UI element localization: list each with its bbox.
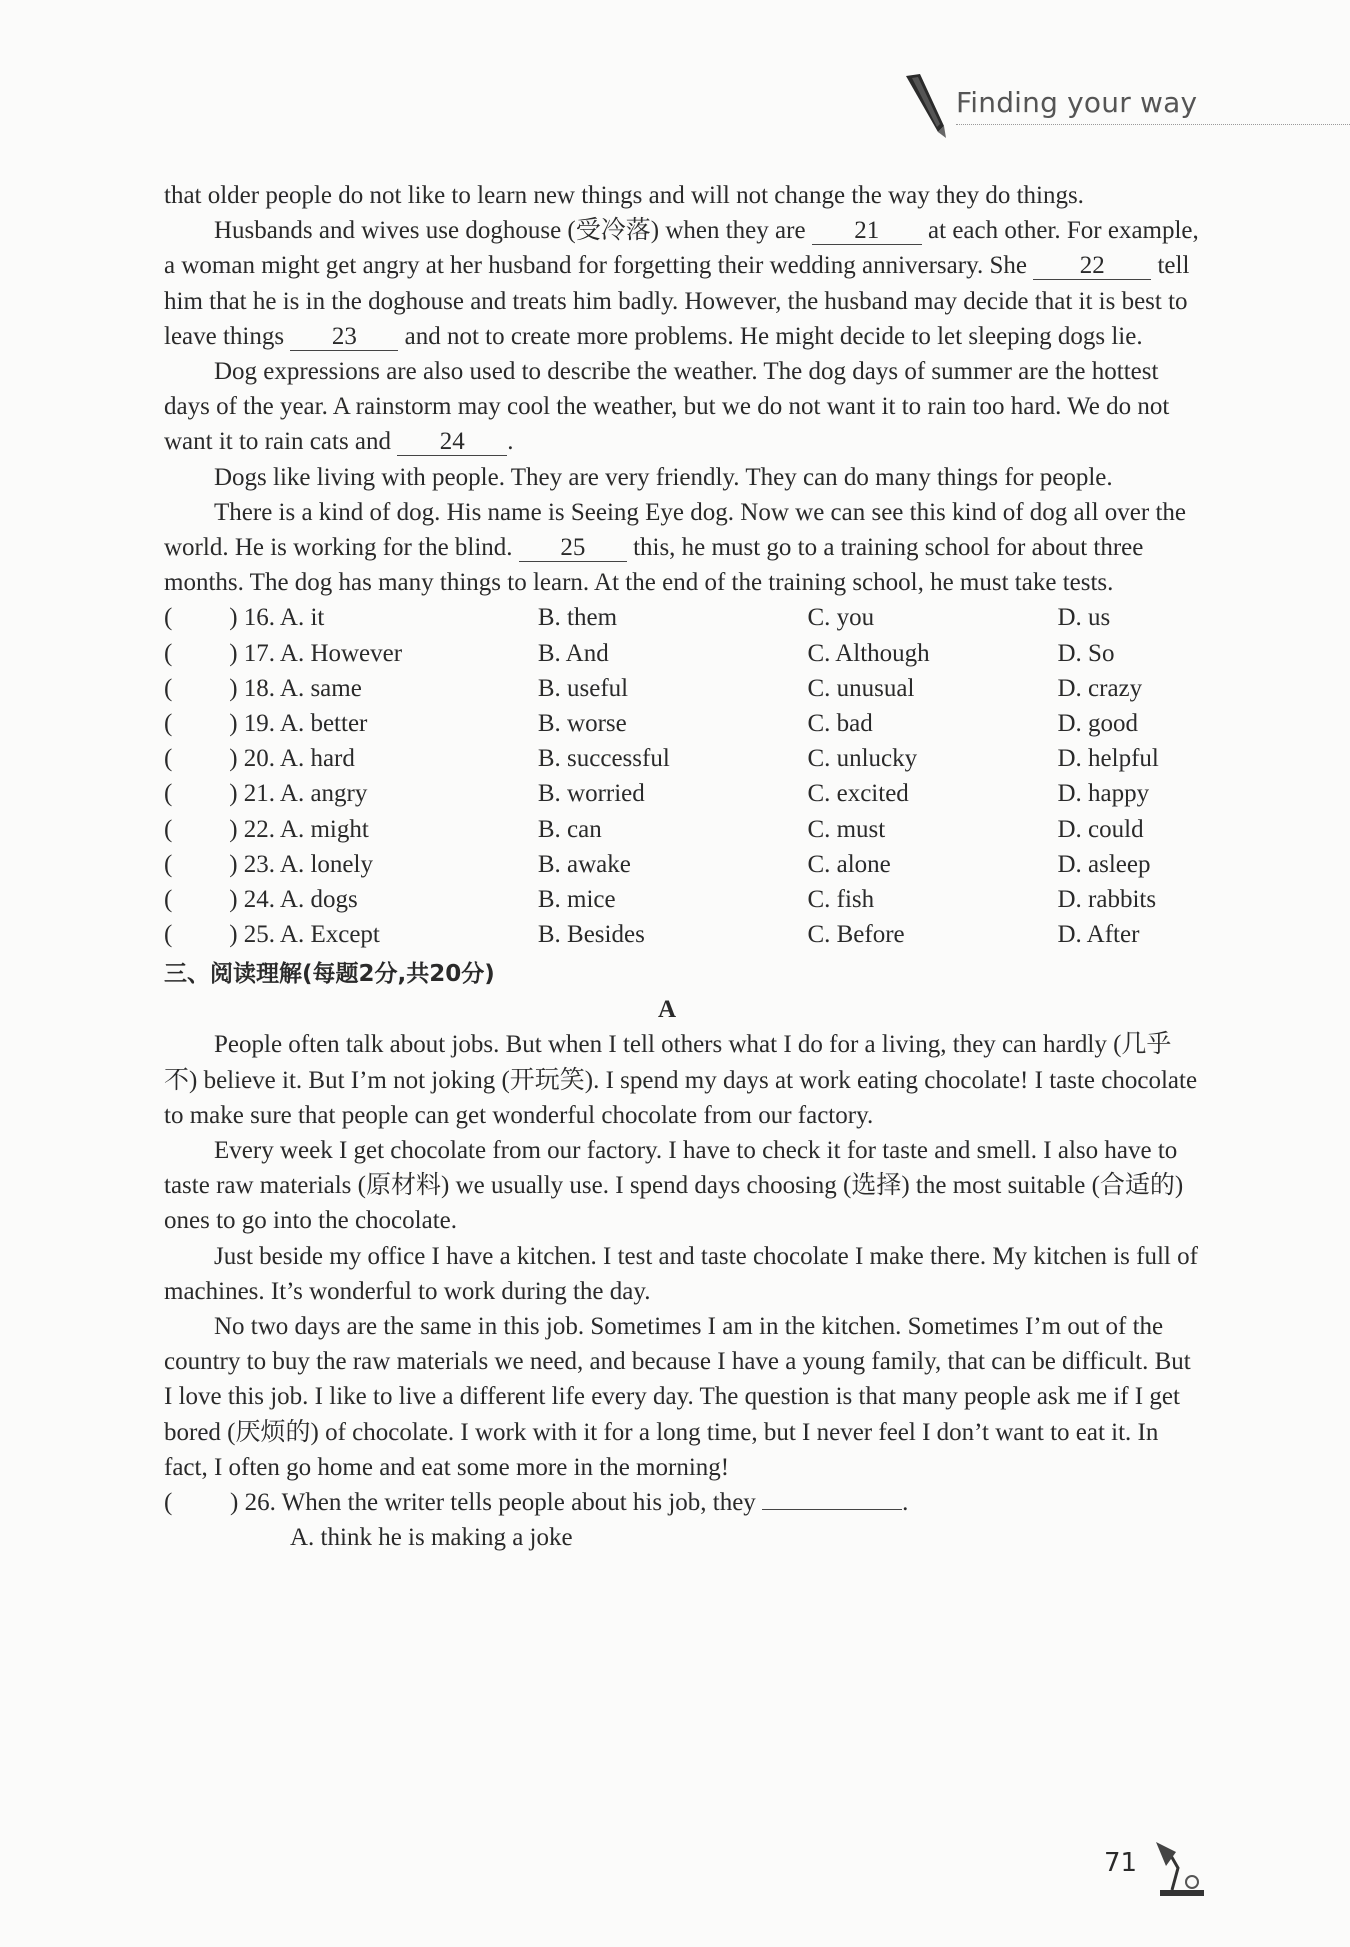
answer-paren[interactable]: ( [164, 1488, 173, 1516]
option-c: C. unusual [807, 674, 915, 702]
cloze-blank-23[interactable]: 23 [290, 324, 398, 351]
answer-paren[interactable]: ( [164, 885, 173, 913]
option-b: B. worried [537, 780, 645, 808]
option-a: ) 24. A. dogs [229, 885, 358, 913]
option-c: C. alone [807, 850, 891, 878]
option-b: B. mice [537, 885, 616, 913]
cloze-blank-21[interactable]: 21 [812, 218, 922, 245]
answer-paren[interactable]: ( [164, 604, 173, 632]
cloze-paragraph [164, 460, 1204, 495]
option-a: ) 21. A. angry [229, 780, 368, 808]
paragraph-text: tell him that he is in the doghouse and treats him badly. However, the husband may decide that it is best to leave things [164, 252, 1190, 350]
option-a: ) 17. A. However [229, 639, 403, 667]
option-a: ) 18. A. same [229, 674, 362, 702]
answer-paren[interactable]: ( [164, 815, 173, 843]
page-header [900, 72, 1350, 142]
option-c: C. excited [807, 780, 909, 808]
question-stem: ) 26. When the writer tells people about his job, they . [230, 1488, 909, 1516]
answer-paren[interactable]: ( [164, 921, 173, 949]
option-d: D. happy [1057, 780, 1150, 808]
option-b: B. awake [537, 850, 631, 878]
question-row [164, 600, 1204, 635]
question-row [164, 917, 1204, 952]
cloze-paragraph [164, 178, 1204, 213]
option-a: ) 22. A. might [229, 815, 369, 843]
page-footer [1104, 1838, 1214, 1898]
cloze-blank-25[interactable]: 25 [519, 535, 627, 562]
option-a: ) 20. A. hard [229, 745, 355, 773]
cloze-blank-24[interactable]: 24 [397, 429, 507, 456]
reading-paragraph: Every week I get chocolate from our factory. I have to check it for taste and smell. I also have to taste raw materials (原材料) we usually use. I spend days choosing (选择) the most suitable (合适的) ones to go into the chocolate. [164, 1136, 1184, 1235]
option-c: C. Although [807, 639, 930, 667]
option-a: ) 25. A. Except [229, 921, 380, 949]
option-d: D. could [1057, 815, 1144, 843]
paragraph-text: There is a kind of dog. His name is Seeing Eye dog. Now we can see this kind of dog all over the world. He is working for the blind. [164, 498, 1186, 562]
option-a: ) 16. A. it [229, 604, 325, 632]
option-c: C. you [807, 604, 875, 632]
fountain-pen-icon [900, 72, 950, 142]
paragraph-text: Dogs like living with people. They are very friendly. They can do many things for people. [214, 463, 1113, 491]
option-a: ) 23. A. lonely [229, 850, 373, 878]
paragraph-text: that older people do not like to learn new things and will not change the way they do things. [164, 182, 1084, 209]
question-row [164, 671, 1204, 706]
header-title: Finding your way [956, 86, 1198, 119]
question-row [164, 882, 1204, 917]
option-c: C. Before [807, 921, 905, 949]
option-d: D. asleep [1057, 850, 1151, 878]
question-row [164, 741, 1204, 776]
answer-blank[interactable] [762, 1509, 902, 1510]
cloze-blank-22[interactable]: 22 [1033, 253, 1151, 280]
cloze-paragraph [164, 354, 1204, 460]
cloze-paragraph [164, 213, 1204, 354]
option-a: A. think he is making a joke [290, 1524, 573, 1552]
answer-paren[interactable]: ( [164, 745, 173, 773]
reading-passage [164, 1027, 1204, 1485]
paragraph-text: . [507, 428, 514, 456]
option-b: B. useful [537, 674, 629, 702]
option-d: D. rabbits [1057, 885, 1157, 913]
answer-paren[interactable]: ( [164, 780, 173, 808]
option-b: B. And [537, 639, 609, 667]
option-d: D. So [1057, 639, 1115, 667]
page-number: 71 [1104, 1848, 1138, 1878]
paragraph-text: this, he must go to a training school for about three months. The dog has many things to learn. At the end of the training school, he must take tests. [164, 534, 1144, 597]
desk-lamp-icon [1142, 1838, 1210, 1898]
cloze-questions [164, 600, 1204, 952]
question-26 [164, 1485, 1204, 1520]
option-d: D. helpful [1057, 745, 1159, 773]
reading-paragraph: Just beside my office I have a kitchen. I test and taste chocolate I make there. My kitchen is full of machines. It’s wonderful to work during the day. [164, 1242, 1198, 1305]
question-row [164, 776, 1204, 811]
option-c: C. unlucky [807, 745, 918, 773]
option-b: B. worse [537, 710, 627, 737]
answer-paren[interactable]: ( [164, 850, 173, 878]
option-b: B. Besides [537, 921, 645, 949]
option-a: ) 19. A. better [229, 710, 368, 737]
section-title: 三、阅读理解(每题2分,共20分) [164, 961, 495, 988]
option-d: D. crazy [1057, 674, 1143, 702]
option-d: D. After [1057, 921, 1140, 949]
option-d: D. good [1057, 710, 1139, 737]
option-c: C. bad [807, 710, 873, 737]
option-c: C. must [807, 815, 886, 843]
reading-paragraph: No two days are the same in this job. Sometimes I am in the kitchen. Sometimes I’m out of the country to buy the raw materials we need, and because I have a young family, that can be difficult. But I love this job. I like to live a different life every day. The question is that many people ask me if I get bored (厌烦的) of chocolate. I work with it for a long time, but I never feel I don’t want to eat it. In fact, I often go home and eat some more in the morning! [164, 1312, 1191, 1481]
header-rule [956, 124, 1350, 125]
cloze-passage [164, 178, 1204, 600]
page-content [164, 178, 1204, 1555]
paragraph-text: Husbands and wives use doghouse (受冷落) when they are [214, 217, 812, 245]
paragraph-text: and not to create more problems. He might decide to let sleeping dogs lie. [398, 322, 1143, 350]
option-b: B. them [537, 604, 618, 632]
question-row [164, 636, 1204, 671]
question-row [164, 847, 1204, 882]
reading-paragraph: People often talk about jobs. But when I tell others what I do for a living, they can hardly (几乎不) believe it. But I’m not joking (开玩笑). I spend my days at work eating chocolate! I taste chocolate to make sure that people can get wonderful chocolate from our factory. [164, 1031, 1198, 1129]
answer-paren[interactable]: ( [164, 639, 173, 667]
option-c: C. fish [807, 885, 875, 913]
cloze-paragraph [164, 495, 1204, 601]
paragraph-text: Dog expressions are also used to describe the weather. The dog days of summer are the hottest days of the year. A rainstorm may cool the weather, but we do not want it to rain too hard. We do not want it to rain cats and [164, 358, 1170, 456]
answer-paren[interactable]: ( [164, 710, 173, 737]
option-b: B. can [537, 815, 602, 843]
answer-paren[interactable]: ( [164, 674, 173, 702]
question-row [164, 812, 1204, 847]
question-row [164, 706, 1204, 741]
passage-letter: A [657, 996, 677, 1024]
option-b: B. successful [537, 745, 670, 773]
paragraph-text: at each other. For example, a woman might get angry at her husband for forgetting their wedding anniversary. She [164, 217, 1199, 280]
option-d: D. us [1057, 604, 1111, 632]
